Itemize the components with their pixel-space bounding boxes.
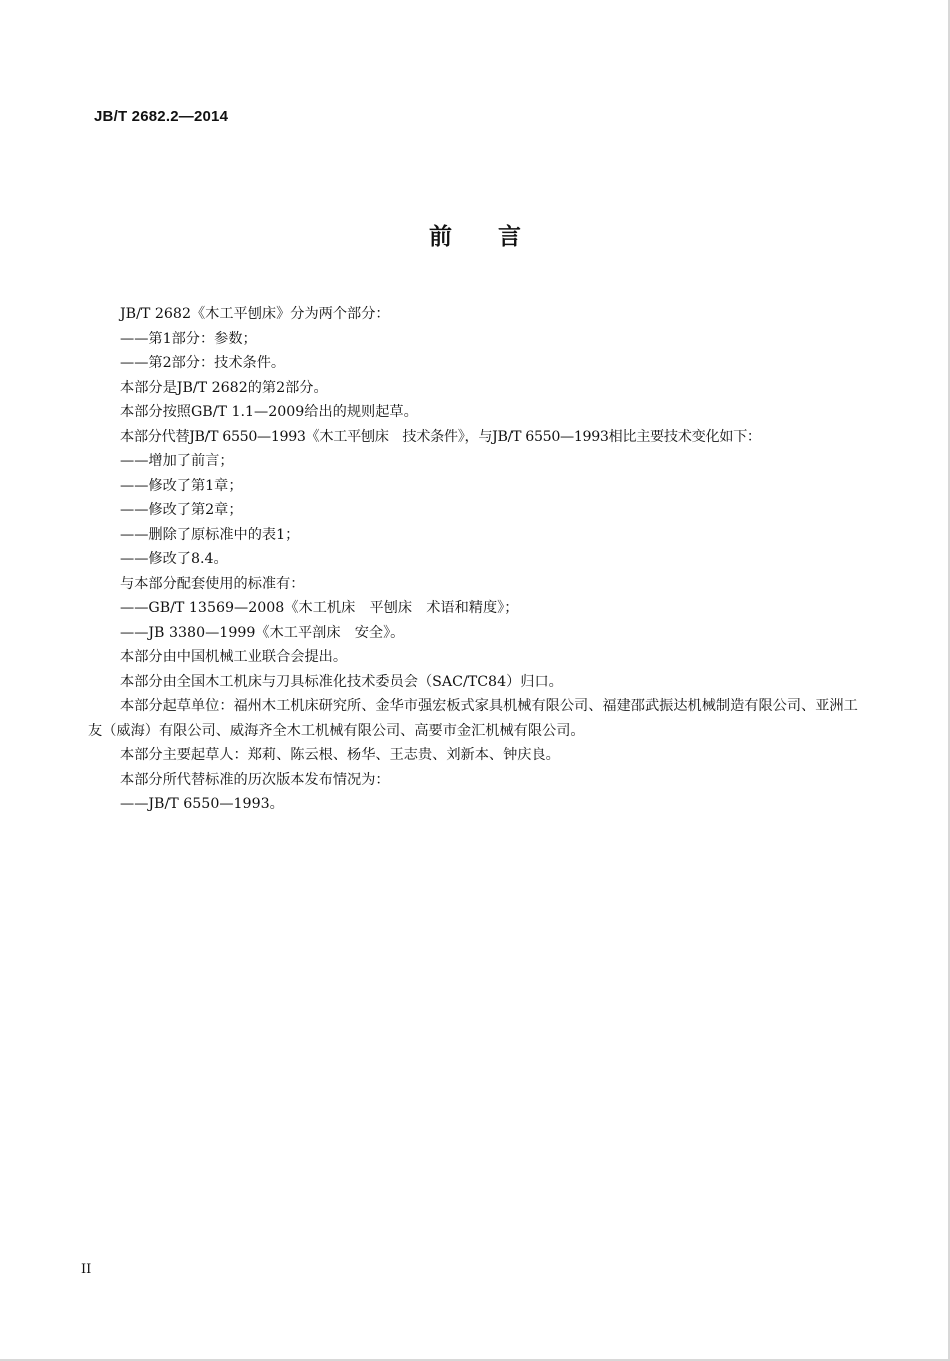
list-item: ——修改了第1章； (120, 477, 243, 494)
list-item: ——JB/T 6550—1993。 (120, 796, 284, 812)
list-item: ——删除了原标准中的表1； (120, 526, 300, 543)
list-item: ——第1部分：参数； (120, 330, 257, 347)
list-item: ——修改了8.4。 (120, 551, 228, 567)
paragraph: 本部分是JB/T 2682的第2部分。 (120, 379, 328, 396)
paragraph: 本部分起草单位：福州木工机床研究所、金华市强宏板式家具机械有限公司、福建邵武振达机械制造有限公司、亚洲工友（威海）有限公司、威海齐全木工机械有限公司、高要市金汇机械有限公司。 (88, 698, 858, 739)
page-title: 前言 (429, 224, 567, 250)
paragraph: 本部分由中国机械工业联合会提出。 (120, 649, 348, 665)
paragraph: 与本部分配套使用的标准有： (120, 575, 305, 592)
foreword-body (88, 302, 858, 817)
paragraph: 本部分由全国木工机床与刀具标准化技术委员会（SAC/TC84）归口。 (120, 673, 563, 690)
list-item: ——GB/T 13569—2008《木工机床 平刨床 术语和精度》； (120, 600, 519, 616)
paragraph: 本部分按照GB/T 1.1—2009给出的规则起草。 (120, 404, 418, 420)
standard-code: JB/T 2682.2—2014 (94, 108, 229, 125)
paragraph: 本部分主要起草人：郑莉、陈云根、杨华、王志贵、刘新本、钟庆良。 (120, 747, 560, 763)
paragraph: 本部分代替JB/T 6550—1993《木工平刨床 技术条件》，与JB/T 6550—1993相比主要技术变化如下： (120, 428, 761, 445)
list-item: ——修改了第2章； (120, 502, 243, 518)
paragraph: JB/T 2682《木工平刨床》分为两个部分： (120, 306, 390, 322)
list-item: ——JB 3380—1999《木工平剖床 安全》。 (120, 624, 405, 641)
paragraph: 本部分所代替标准的历次版本发布情况为： (120, 771, 390, 788)
list-item: ——增加了前言； (120, 453, 234, 469)
list-item: ——第2部分：技术条件。 (120, 355, 286, 371)
page-number: II (81, 1262, 92, 1277)
